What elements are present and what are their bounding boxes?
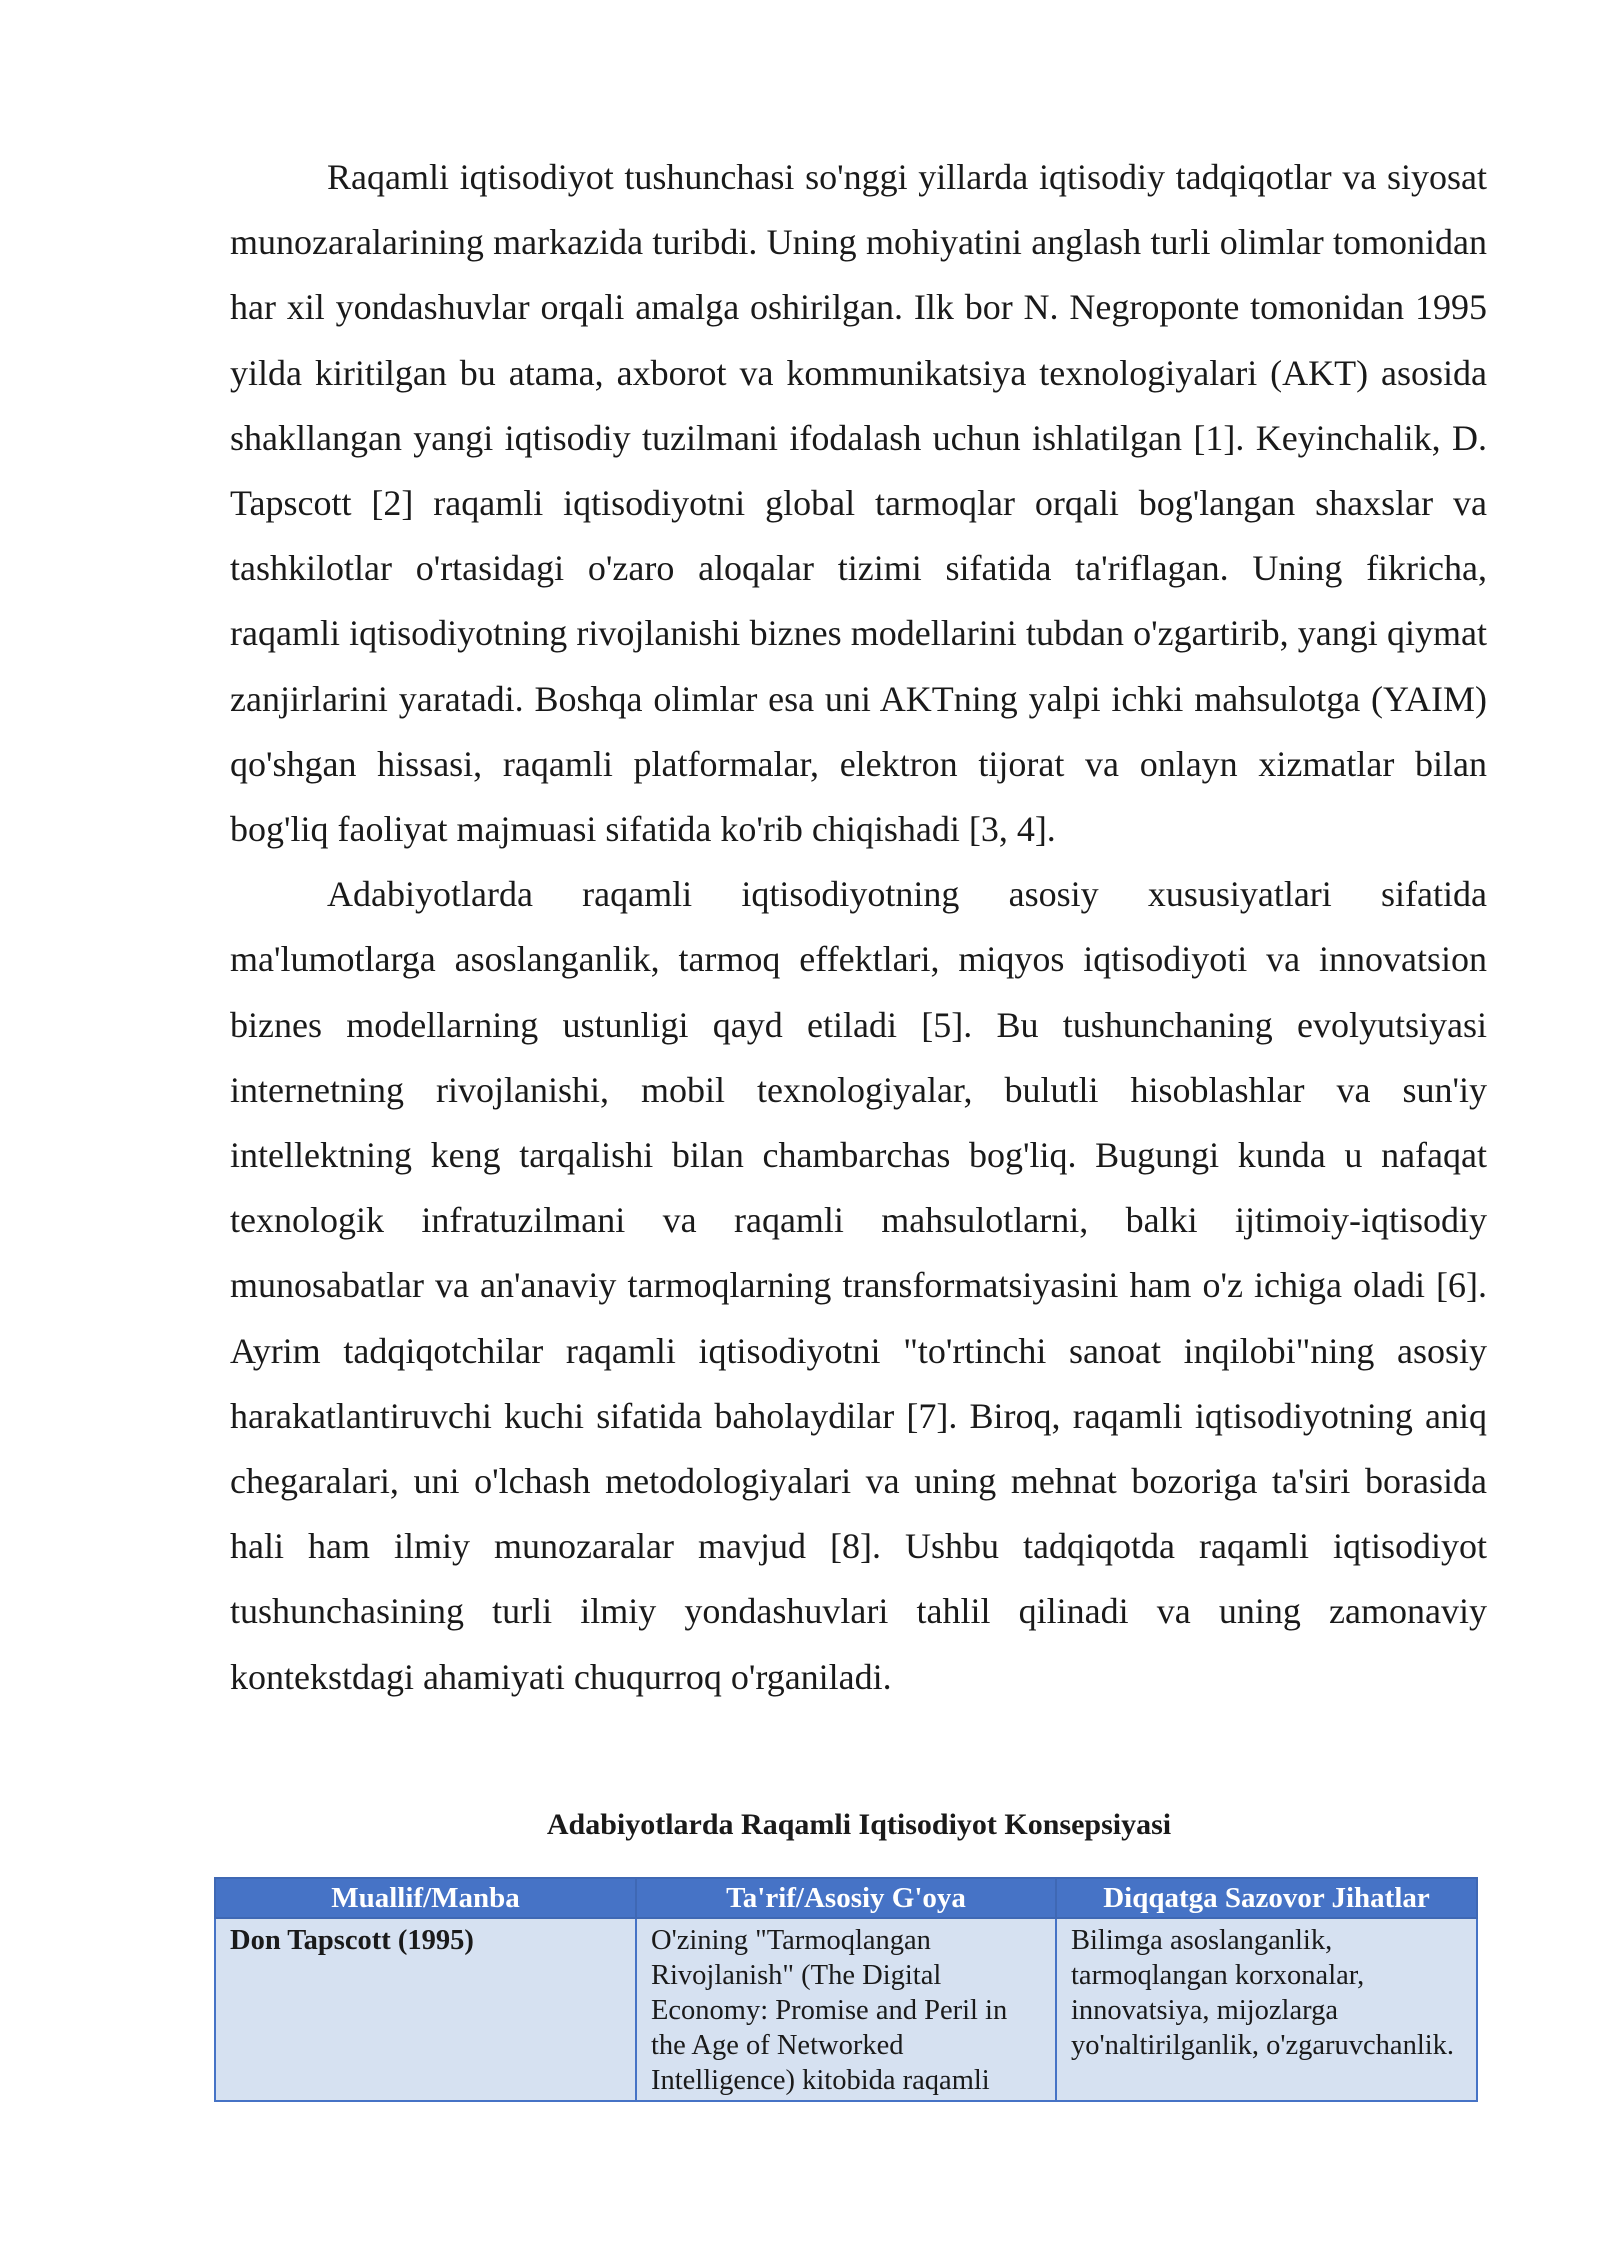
body-paragraph-1: Raqamli iqtisodiyot tushunchasi so'nggi yillarda iqtisodiy tadqiqotlar va siyosat munozaralarining markazida turibdi. Uning mohiyatini anglash turli olimlar tomonidan har xil yondashuvlar orqali amalga oshirilgan. Ilk bor N. Negroponte tomonidan 1995 yilda kiritilgan bu atama, axborot va kommunikatsiya texnologiyalari (AKT) asosida shakllangan yangi iqtisodiy tuzilmani ifodalash uchun ishlatilgan [1]. Keyinchalik, D. Tapscott [2] raqamli iqtisodiyotni global tarmoqlar orqali bog'langan shaxslar va tashkilotlar o'rtasidagi o'zaro aloqalar tizimi sifatida ta'riflagan. Uning fikricha, raqamli iqtisodiyotning rivojlanishi biznes modellarini tubdan o'zgartirib, yangi qiymat zanjirlarini yaratadi. Boshqa olimlar esa uni AKTning yalpi ichki mahsulotga (YAIM) qo'shgan hissasi, raqamli platformalar, elektron tijorat va onlayn xizmatlar bilan bog'liq faoliyat majmuasi sifatida ko'rib chiqishadi [3, 4]. (230, 157, 1487, 850)
table-header-row (215, 1878, 1477, 1918)
cell-definition: O'zining "Tarmoqlangan Rivojlanish" (The Digital Economy: Promise and Peril in the Age of Networked Intelligence) kitobida raqamli (636, 1918, 1056, 2101)
column-header-aspects: Diqqatga Sazovor Jihatlar (1056, 1878, 1477, 1918)
document-body (230, 145, 1487, 1710)
concept-table (214, 1877, 1478, 2102)
cell-aspects: Bilimga asoslanganlik, tarmoqlangan korxonalar, innovatsiya, mijozlarga yo'naltirilganlik, o'zgaruvchanlik. (1056, 1918, 1477, 2101)
table-caption: Adabiyotlarda Raqamli Iqtisodiyot Konsepsiyasi (546, 1808, 1172, 1841)
table-row (215, 1918, 1477, 2101)
cell-author: Don Tapscott (1995) (215, 1918, 636, 2101)
column-header-definition: Ta'rif/Asosiy G'oya (636, 1878, 1056, 1918)
column-header-author: Muallif/Manba (215, 1878, 636, 1918)
body-paragraph-2: Adabiyotlarda raqamli iqtisodiyotning asosiy xususiyatlari sifatida ma'lumotlarga asoslanganlik, tarmoq effektlari, miqyos iqtisodiyoti va innovatsion biznes modellarning ustunligi qayd etiladi [5]. Bu tushunchaning evolyutsiyasi internetning rivojlanishi, mobil texnologiyalar, bulutli hisoblashlar va sun'iy intellektning keng tarqalishi bilan chambarchas bog'liq. Bugungi kunda u nafaqat texnologik infratuzilmani va raqamli mahsulotlarni, balki ijtimoiy-iqtisodiy munosabatlar va an'anaviy tarmoqlarning transformatsiyasini ham o'z ichiga oladi [6]. Ayrim tadqiqotchilar raqamli iqtisodiyotni "to'rtinchi sanoat inqilobi"ning asosiy harakatlantiruvchi kuchi sifatida baholaydilar [7]. Biroq, raqamli iqtisodiyotning aniq chegaralari, uni o'lchash metodologiyalari va uning mehnat bozoriga ta'siri borasida hali ham ilmiy munozaralar mavjud [8]. Ushbu tadqiqotda raqamli iqtisodiyot tushunchasining turli ilmiy yondashuvlari tahlil qilinadi va uning zamonaviy kontekstdagi ahamiyati chuqurroq o'rganiladi. (230, 874, 1487, 1697)
